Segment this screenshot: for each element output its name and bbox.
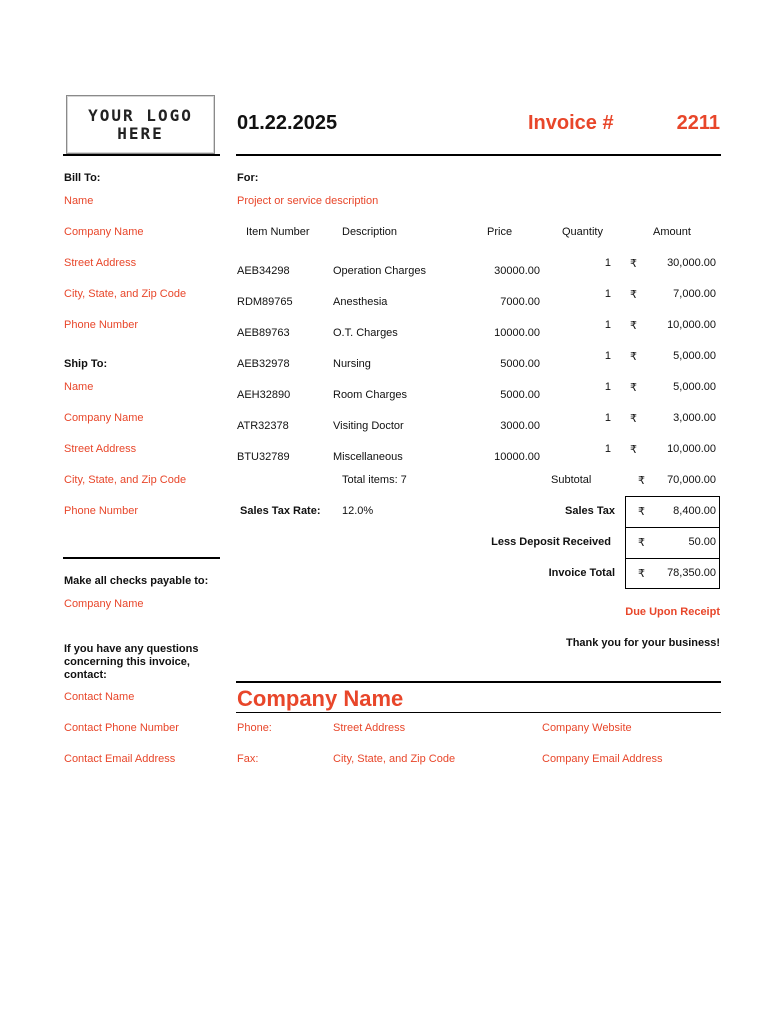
row-quantity: 1 (604, 443, 611, 455)
deposit-value: 50.00 (688, 536, 716, 548)
invoice-label: Invoice # (528, 112, 614, 134)
contact-phone: Contact Phone Number (64, 722, 179, 734)
for-heading: For: (237, 172, 259, 184)
footer-website: Company Website (542, 722, 632, 734)
row-item-number: AEB32978 (237, 358, 290, 370)
totals-box-divider (625, 527, 720, 528)
row-amount: 30,000.00 (667, 257, 716, 269)
footer-top-divider (236, 681, 721, 683)
payable-heading: Make all checks payable to: (64, 575, 209, 587)
invoice-total-label: Invoice Total (548, 567, 615, 579)
contact-name: Contact Name (64, 691, 135, 703)
header-divider-right (236, 154, 721, 156)
bill-to-city: City, State, and Zip Code (64, 288, 187, 300)
row-price: 5000.00 (500, 389, 540, 401)
footer-street: Street Address (333, 722, 406, 734)
bill-to-company: Company Name (64, 226, 144, 238)
row-price: 3000.00 (500, 420, 540, 432)
ship-to-name: Name (64, 381, 94, 393)
row-currency-symbol: ₹ (630, 413, 637, 425)
row-description: Miscellaneous (333, 451, 403, 463)
ship-to-company: Company Name (64, 412, 144, 424)
footer-divider (236, 712, 721, 713)
footer-fax-label: Fax: (237, 753, 259, 765)
bill-to-heading: Bill To: (64, 172, 101, 184)
row-quantity: 1 (604, 319, 611, 331)
row-currency-symbol: ₹ (630, 320, 637, 332)
subtotal-label: Subtotal (551, 474, 592, 486)
sales-tax-currency: ₹ (638, 506, 645, 518)
row-price: 7000.00 (500, 296, 540, 308)
ship-to-phone: Phone Number (64, 505, 138, 517)
row-item-number: BTU32789 (237, 451, 290, 463)
row-item-number: ATR32378 (237, 420, 289, 432)
col-header-quantity: Quantity (562, 226, 603, 238)
row-currency-symbol: ₹ (630, 382, 637, 394)
row-currency-symbol: ₹ (630, 258, 637, 270)
due-notice: Due Upon Receipt (625, 606, 720, 618)
ship-to-city: City, State, and Zip Code (64, 474, 187, 486)
col-header-item-number: Item Number (246, 226, 310, 238)
bill-to-name: Name (64, 195, 94, 207)
row-amount: 10,000.00 (667, 319, 716, 331)
deposit-currency: ₹ (638, 537, 645, 549)
bill-to-phone: Phone Number (64, 319, 138, 331)
contact-email: Contact Email Address (64, 753, 176, 765)
sales-tax-value: 8,400.00 (673, 505, 716, 517)
invoice-date: 01.22.2025 (237, 112, 338, 134)
row-currency-symbol: ₹ (630, 444, 637, 456)
left-column-divider (63, 557, 220, 559)
row-quantity: 1 (604, 288, 611, 300)
row-currency-symbol: ₹ (630, 289, 637, 301)
footer-city: City, State, and Zip Code (333, 753, 456, 765)
row-quantity: 1 (604, 350, 611, 362)
row-description: Visiting Doctor (333, 420, 404, 432)
header-divider-left (63, 154, 220, 156)
invoice-total-value: 78,350.00 (667, 567, 716, 579)
row-description: Anesthesia (333, 296, 388, 308)
row-description: Operation Charges (333, 265, 426, 277)
subtotal-value: 70,000.00 (667, 474, 716, 486)
col-header-description: Description (342, 226, 398, 238)
bill-to-street: Street Address (64, 257, 137, 269)
questions-heading: If you have any questions concerning this invoice, contact: (64, 643, 199, 681)
row-quantity: 1 (604, 412, 611, 424)
sales-tax-rate-value: 12.0% (342, 505, 374, 517)
footer-email: Company Email Address (542, 753, 663, 765)
row-price: 10000.00 (494, 327, 540, 339)
ship-to-street: Street Address (64, 443, 137, 455)
ship-to-heading: Ship To: (64, 358, 108, 370)
row-description: Room Charges (333, 389, 407, 401)
sales-tax-rate-label: Sales Tax Rate: (240, 505, 321, 517)
subtotal-currency: ₹ (638, 475, 645, 487)
row-description: O.T. Charges (333, 327, 398, 339)
payable-company: Company Name (64, 598, 144, 610)
row-item-number: RDM89765 (237, 296, 293, 308)
invoice-number: 2211 (676, 112, 720, 134)
deposit-label: Less Deposit Received (491, 536, 611, 548)
logo-placeholder: YOUR LOGO HERE (66, 95, 215, 154)
row-quantity: 1 (604, 381, 611, 393)
row-currency-symbol: ₹ (630, 351, 637, 363)
row-amount: 3,000.00 (673, 412, 716, 424)
col-header-amount: Amount (653, 226, 691, 238)
thank-you: Thank you for your business! (565, 637, 720, 649)
row-amount: 7,000.00 (673, 288, 716, 300)
sales-tax-label: Sales Tax (565, 505, 615, 517)
invoice-total-currency: ₹ (638, 568, 645, 580)
project-description: Project or service description (237, 195, 379, 207)
row-amount: 10,000.00 (667, 443, 716, 455)
row-price: 10000.00 (494, 451, 540, 463)
row-price: 5000.00 (500, 358, 540, 370)
row-item-number: AEH32890 (237, 389, 291, 401)
col-header-price: Price (487, 226, 513, 238)
row-amount: 5,000.00 (673, 381, 716, 393)
footer-phone-label: Phone: (237, 722, 272, 734)
footer-company-name: Company Name (237, 686, 404, 711)
totals-box-divider (625, 558, 720, 559)
row-quantity: 1 (604, 257, 611, 269)
row-item-number: AEB34298 (237, 265, 290, 277)
total-items: Total items: 7 (342, 474, 407, 486)
row-amount: 5,000.00 (673, 350, 716, 362)
row-description: Nursing (333, 358, 371, 370)
row-price: 30000.00 (494, 265, 540, 277)
row-item-number: AEB89763 (237, 327, 290, 339)
